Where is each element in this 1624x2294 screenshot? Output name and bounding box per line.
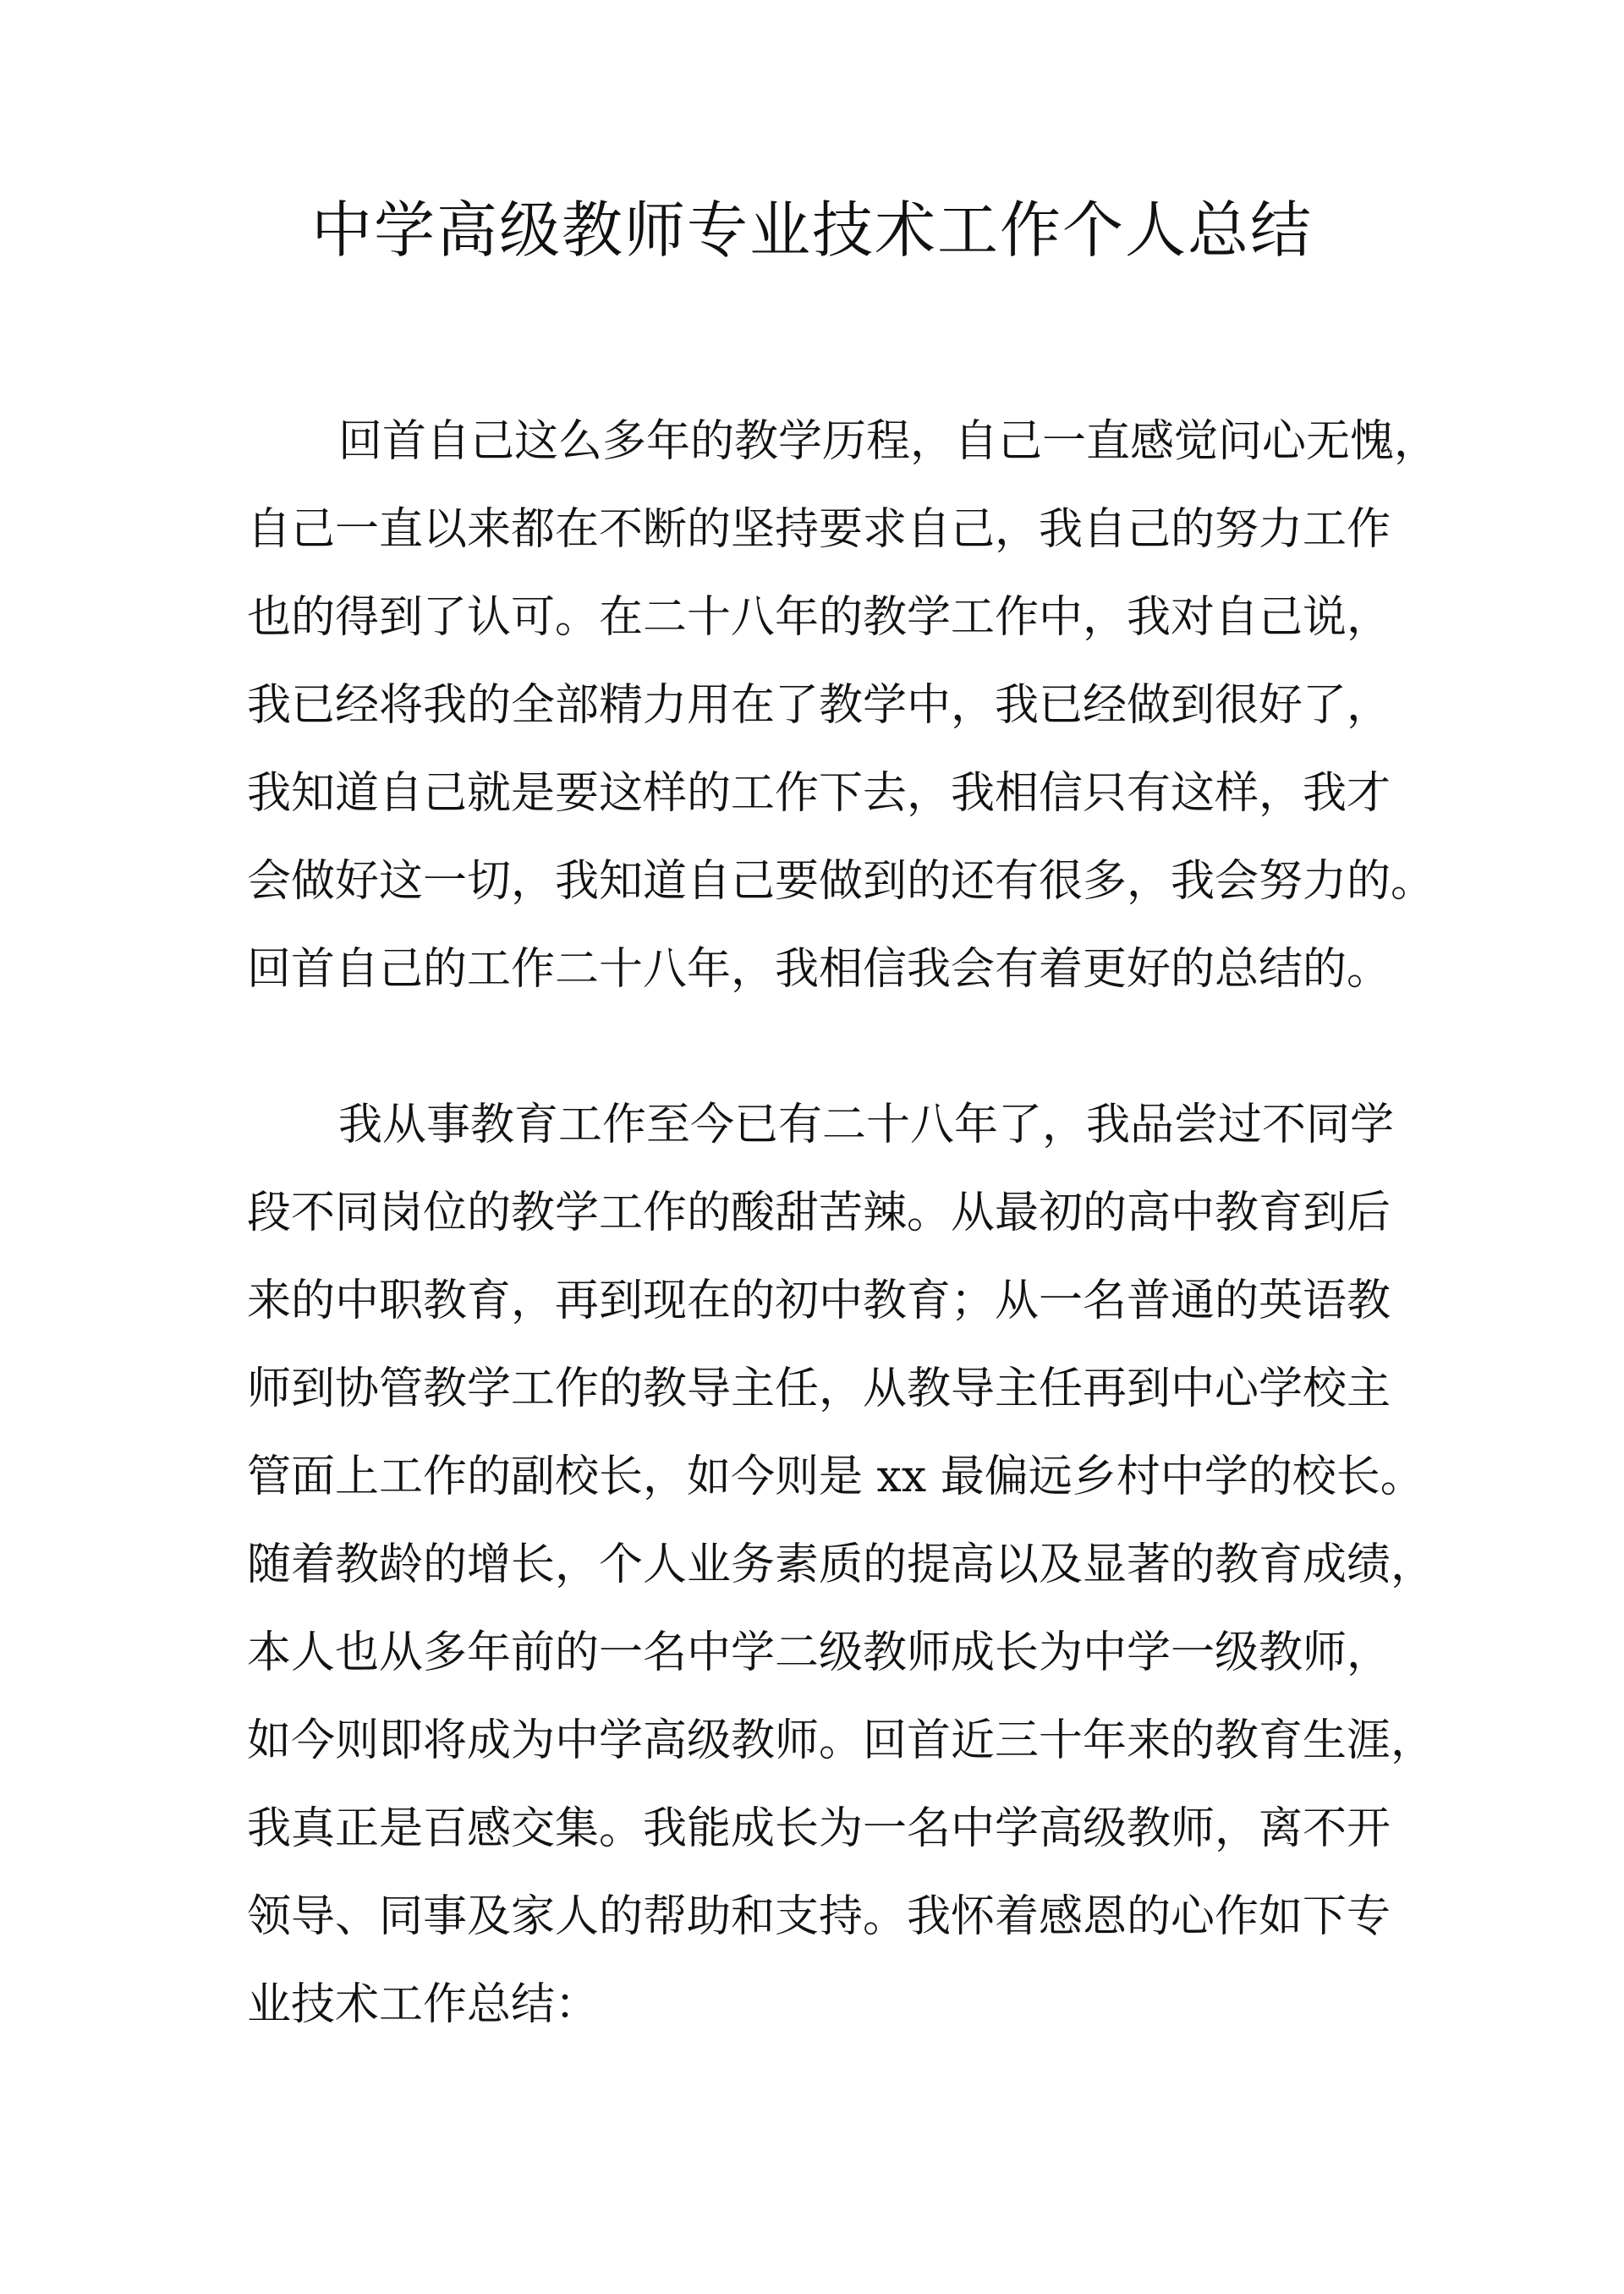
paragraph-line: 会做好这一切，我知道自己要做到的还有很多，我会努力的。 bbox=[247, 856, 1435, 907]
paragraph-line: 本人也从多年前的一名中学二级教师成长为中学一级教师， bbox=[247, 1627, 1391, 1678]
paragraph-line: 领导、同事及家人的帮助和支持。我怀着感恩的心作如下专 bbox=[247, 1891, 1391, 1942]
paragraph-line: 也的得到了认可。在二十八年的教学工作中，我对自己说， bbox=[247, 592, 1391, 643]
paragraph-line: 随着教龄的增长，个人业务素质的提高以及显著的教育成绩， bbox=[247, 1539, 1435, 1590]
paragraph-2 bbox=[247, 1081, 1435, 2049]
paragraph-line: 我真正是百感交集。我能成长为一名中学高级教师，离不开 bbox=[247, 1803, 1391, 1854]
document-title: 中学高级教师专业技术工作个人总结 bbox=[310, 195, 1313, 266]
paragraph-1 bbox=[247, 398, 1439, 1013]
paragraph-line: 段不同岗位的教学工作的酸甜苦辣。从最初的高中教育到后 bbox=[247, 1188, 1391, 1238]
paragraph-line: 我已经将我的全部精力用在了教学中，我已经做到很好了， bbox=[247, 680, 1391, 731]
paragraph-line: 回首自己的工作二十八年，我相信我会有着更好的总结的。 bbox=[247, 944, 1391, 995]
paragraph-line: 来的中职教育，再到现在的初中教育；从一名普通的英语教 bbox=[247, 1276, 1391, 1326]
paragraph-line: 我从事教育工作至今已有二十八年了，我品尝过不同学 bbox=[338, 1100, 1395, 1150]
paragraph-line: 回首自己这么多年的教学历程，自己一直感觉问心无愧， bbox=[338, 416, 1439, 467]
paragraph-line: 师到协管教学工作的教导主任，从教导主任再到中心学校主 bbox=[247, 1364, 1391, 1414]
paragraph-line: 管面上工作的副校长，如今则是 xx 最偏远乡村中学的校长。 bbox=[247, 1452, 1424, 1502]
paragraph-line: 业技术工作总结： bbox=[247, 1979, 600, 2030]
paragraph-line: 自己一直以来都在不断的坚持要求自己，我自己的努力工作 bbox=[247, 504, 1391, 555]
paragraph-line: 如今则即将成为中学高级教师。回首近三十年来的教育生涯， bbox=[247, 1715, 1435, 1766]
paragraph-line: 我知道自己就是要这样的工作下去，我相信只有这样，我才 bbox=[247, 768, 1391, 819]
